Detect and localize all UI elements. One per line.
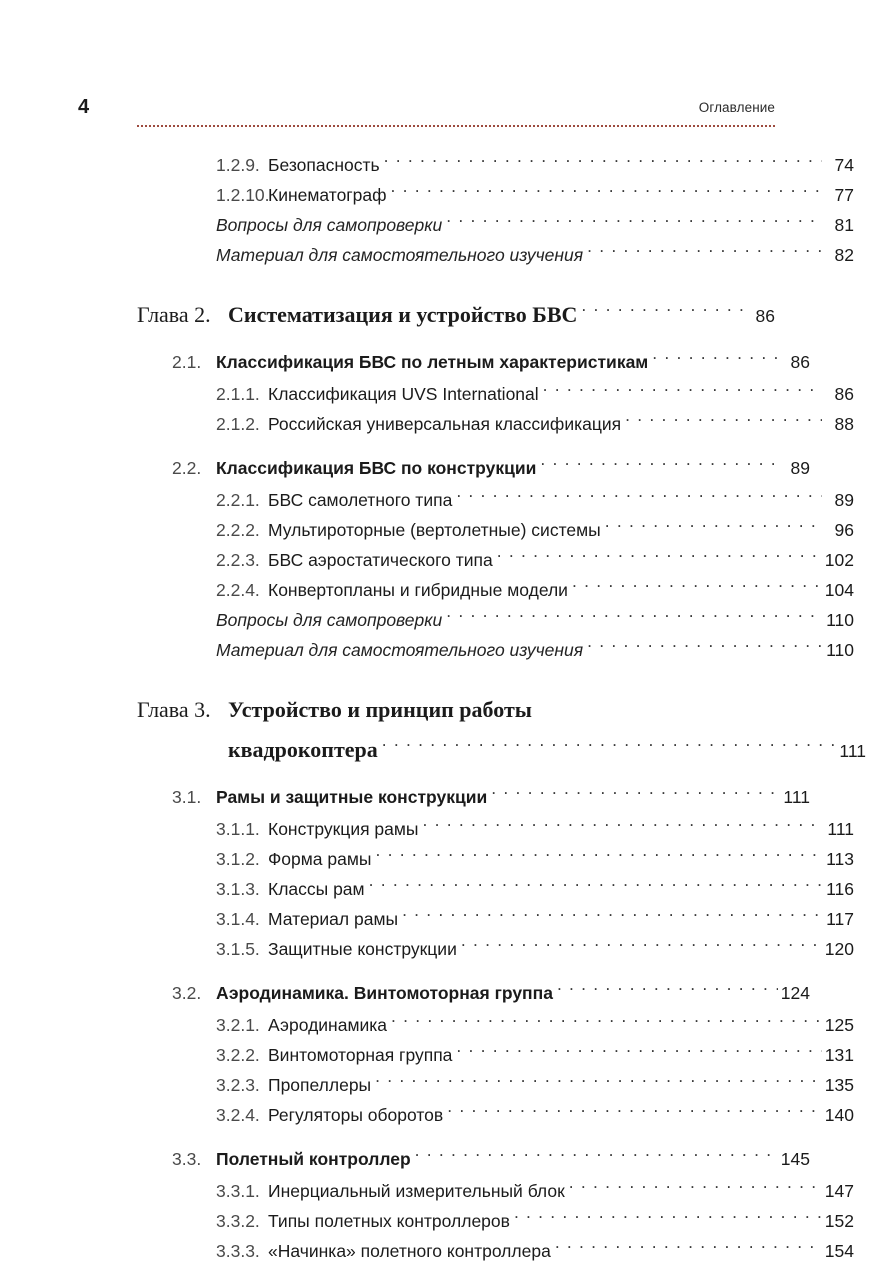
chapter-title: Систематизация и устройство БВС <box>228 302 578 327</box>
page-number: 82 <box>834 245 854 265</box>
toc-entry-section[interactable] <box>137 347 810 377</box>
chapter-number: Глава 3. <box>137 697 211 722</box>
subsection-number: 2.2.4. <box>216 580 260 600</box>
subsection-title: Российская универсальная классификация <box>268 414 622 434</box>
dot-leader <box>456 1044 822 1062</box>
subsection-number: 3.2.3. <box>216 1075 260 1095</box>
toc-entry-chapter-continuation[interactable] <box>137 733 866 768</box>
chapter-title-line-2: квадрокоптера <box>228 737 378 762</box>
dot-leader <box>456 489 822 507</box>
dot-leader <box>652 351 778 369</box>
page-number: 77 <box>834 185 854 205</box>
toc-entry-subsection[interactable] <box>137 409 854 439</box>
toc-entry-supplementary[interactable] <box>137 240 854 270</box>
subsection-title: Материал рамы <box>268 909 399 929</box>
toc-entry-subsection[interactable] <box>137 545 854 575</box>
page-number: 86 <box>834 384 854 404</box>
page-number: 102 <box>824 550 854 570</box>
page-number: 147 <box>824 1181 854 1201</box>
toc-entry-subsection[interactable] <box>137 934 854 964</box>
page-number: 89 <box>834 490 854 510</box>
running-head-title: Оглавление <box>698 100 775 115</box>
subsection-title: Классификация UVS International <box>268 384 539 404</box>
dot-leader <box>625 413 822 431</box>
subsection-number: 3.2.1. <box>216 1015 260 1035</box>
dot-leader <box>369 878 822 896</box>
toc-entry-chapter[interactable] <box>137 298 775 333</box>
subsection-title: Конструкция рамы <box>268 819 419 839</box>
toc-entry-subsection[interactable] <box>137 150 854 180</box>
subsection-title: Типы полетных контроллеров <box>268 1211 510 1231</box>
subsection-number: 3.1.4. <box>216 909 260 929</box>
page-number: 111 <box>839 741 866 761</box>
chapter-number: Глава 2. <box>137 302 211 327</box>
toc-entry-chapter[interactable] <box>137 693 775 727</box>
dot-leader <box>382 735 834 757</box>
page-number: 135 <box>824 1075 854 1095</box>
page-number: 111 <box>783 787 810 807</box>
page-number: 104 <box>824 580 854 600</box>
toc-entry-section[interactable] <box>137 453 810 483</box>
page-number: 154 <box>824 1241 854 1261</box>
dot-leader <box>491 786 778 804</box>
toc-entry-subsection[interactable] <box>137 1070 854 1100</box>
dot-leader <box>587 244 822 262</box>
header-dotted-rule <box>137 125 775 127</box>
page-number: 125 <box>824 1015 854 1035</box>
dot-leader <box>402 908 822 926</box>
dot-leader <box>391 1014 822 1032</box>
page-number: 110 <box>826 640 854 660</box>
page-number: 96 <box>834 520 854 540</box>
toc-entry-section[interactable] <box>137 1144 810 1174</box>
dot-leader <box>384 154 822 172</box>
dot-leader <box>587 639 822 657</box>
subsection-number: 3.2.4. <box>216 1105 260 1125</box>
subsection-title: Безопасность <box>268 155 380 175</box>
page-number: 111 <box>827 819 854 839</box>
toc-entry-subsection[interactable] <box>137 814 854 844</box>
page-number: 124 <box>780 983 810 1003</box>
dot-leader <box>461 938 822 956</box>
toc-entry-subsection[interactable] <box>137 874 854 904</box>
dot-leader <box>375 848 822 866</box>
dot-leader <box>557 982 778 1000</box>
page-number: 116 <box>826 879 854 899</box>
toc-entry-subsection[interactable] <box>137 1040 854 1070</box>
toc-entry-subsection[interactable] <box>137 379 854 409</box>
toc-entry-subsection[interactable] <box>137 1010 854 1040</box>
subsection-number: 2.2.2. <box>216 520 260 540</box>
subsection-title: Кинематограф <box>268 185 387 205</box>
subsection-number: 2.2.3. <box>216 550 260 570</box>
dot-leader <box>555 1240 822 1258</box>
dot-leader <box>605 519 822 537</box>
dot-leader <box>415 1148 778 1166</box>
toc-entry-subsection[interactable] <box>137 180 854 210</box>
dot-leader <box>514 1210 822 1228</box>
page-number: 74 <box>834 155 854 175</box>
dot-leader <box>447 1104 822 1122</box>
supplementary-title: Материал для самостоятельного изучения <box>216 245 584 265</box>
subsection-number: 2.1.1. <box>216 384 260 404</box>
page-number-folio: 4 <box>78 96 90 118</box>
page-number: 89 <box>790 458 810 478</box>
subsection-title: Конвертопланы и гибридные модели <box>268 580 568 600</box>
section-number: 3.2. <box>172 983 202 1003</box>
toc-entry-subsection[interactable] <box>137 575 854 605</box>
subsection-title: Инерциальный измерительный блок <box>268 1181 565 1201</box>
section-title: Рамы и защитные конструкции <box>216 787 488 807</box>
subsection-number: 3.1.5. <box>216 939 260 959</box>
section-title: Классификация БВС по летным характеристикам <box>216 352 649 372</box>
page-number: 81 <box>834 215 854 235</box>
supplementary-title: Вопросы для самопроверки <box>216 215 443 235</box>
toc-entry-subsection[interactable] <box>137 485 854 515</box>
subsection-title: Мультироторные (вертолетные) системы <box>268 520 601 540</box>
section-title: Полетный контроллер <box>216 1149 411 1169</box>
dot-leader <box>572 579 822 597</box>
subsection-number: 3.1.3. <box>216 879 260 899</box>
subsection-title: Регуляторы оборотов <box>268 1105 444 1125</box>
subsection-title: БВС самолетного типа <box>268 490 453 510</box>
page-number: 131 <box>824 1045 854 1065</box>
section-title: Классификация БВС по конструкции <box>216 458 537 478</box>
dot-leader <box>375 1074 822 1092</box>
dot-leader <box>446 609 822 627</box>
table-of-contents-list <box>0 150 875 1266</box>
page-number: 113 <box>826 849 854 869</box>
page-number: 120 <box>824 939 854 959</box>
section-number: 3.3. <box>172 1149 202 1169</box>
subsection-number: 3.2.2. <box>216 1045 260 1065</box>
subsection-title: Аэродинамика <box>268 1015 388 1035</box>
dot-leader <box>569 1180 822 1198</box>
subsection-number: 3.1.1. <box>216 819 260 839</box>
toc-entry-subsection[interactable] <box>137 515 854 545</box>
supplementary-title: Вопросы для самопроверки <box>216 610 443 630</box>
page-number: 145 <box>780 1149 810 1169</box>
section-number: 2.2. <box>172 458 202 478</box>
subsection-title: Классы рам <box>268 879 365 899</box>
chapter-title-line-1: Устройство и принцип работы <box>228 697 532 722</box>
subsection-title: БВС аэростатического типа <box>268 550 493 570</box>
toc-entry-subsection[interactable] <box>137 904 854 934</box>
subsection-number: 3.3.2. <box>216 1211 260 1231</box>
subsection-title: Защитные конструкции <box>268 939 457 959</box>
toc-entry-section[interactable] <box>137 782 810 812</box>
toc-entry-supplementary[interactable] <box>137 605 854 635</box>
subsection-title: Форма рамы <box>268 849 372 869</box>
subsection-title: Пропеллеры <box>268 1075 372 1095</box>
toc-entry-subsection[interactable] <box>137 1176 854 1206</box>
subsection-number: 3.3.3. <box>216 1241 260 1261</box>
section-title: Аэродинамика. Винтомоторная группа <box>216 983 553 1003</box>
toc-entry-subsection[interactable] <box>137 844 854 874</box>
section-number: 2.1. <box>172 352 202 372</box>
page-number: 86 <box>790 352 810 372</box>
dot-leader <box>497 549 822 567</box>
subsection-title: «Начинка» полетного контроллера <box>268 1241 551 1261</box>
dot-leader <box>540 457 778 475</box>
subsection-title: Винтомоторная группа <box>268 1045 453 1065</box>
page-number: 86 <box>755 306 775 326</box>
page-number: 152 <box>824 1211 854 1231</box>
dot-leader <box>423 818 822 836</box>
toc-entry-section[interactable] <box>137 978 810 1008</box>
dot-leader <box>543 383 822 401</box>
running-head <box>78 94 775 120</box>
supplementary-title: Материал для самостоятельного изучения <box>216 640 584 660</box>
toc-entry-supplementary[interactable] <box>137 635 854 665</box>
subsection-number: 2.2.1. <box>216 490 260 510</box>
subsection-number: 1.2.10. <box>216 185 270 205</box>
subsection-number: 2.1.2. <box>216 414 260 434</box>
dot-leader <box>446 214 822 232</box>
subsection-number: 1.2.9. <box>216 155 260 175</box>
page-number: 110 <box>826 610 854 630</box>
toc-entry-subsection[interactable] <box>137 1206 854 1236</box>
page-number: 88 <box>834 414 854 434</box>
dot-leader <box>391 184 822 202</box>
toc-entry-supplementary[interactable] <box>137 210 854 240</box>
page-number: 140 <box>824 1105 854 1125</box>
subsection-number: 3.1.2. <box>216 849 260 869</box>
toc-entry-subsection[interactable] <box>137 1100 854 1130</box>
section-number: 3.1. <box>172 787 202 807</box>
subsection-number: 3.3.1. <box>216 1181 260 1201</box>
page-number: 117 <box>826 909 854 929</box>
dot-leader <box>581 300 743 322</box>
